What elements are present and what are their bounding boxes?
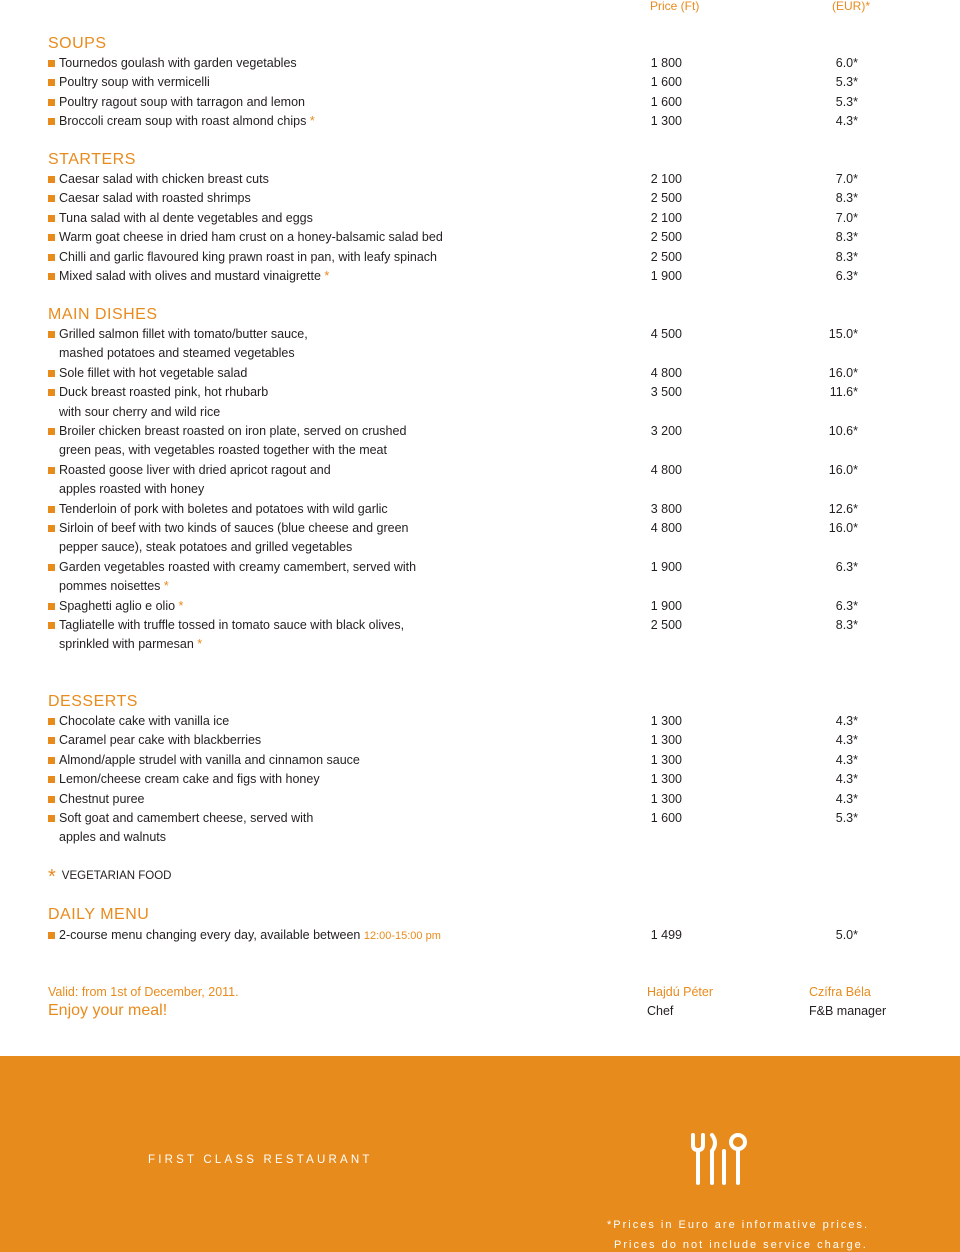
bullet-icon [48, 564, 55, 571]
menu-item-name: Broccoli cream soup with roast almond chips * [59, 114, 315, 129]
enjoy-meal: Enjoy your meal! [48, 1002, 168, 1019]
menu-item-price-ft: 2 500 [650, 191, 682, 206]
vegetarian-mark: * [163, 579, 169, 594]
vegetarian-mark: * [178, 598, 184, 613]
menu-item-price-eur: 12.6* [828, 501, 858, 516]
chef-role: Chef [647, 1004, 674, 1018]
menu-item-name: Spaghetti aglio e olio * [59, 598, 184, 613]
menu-item-continuation: pepper sauce), steak potatoes and grilled vegetables [59, 540, 353, 555]
menu-item-price-ft: 3 500 [650, 385, 682, 400]
bullet-icon [48, 718, 55, 725]
vegetarian-mark: * [197, 637, 203, 652]
menu-item-price-ft: 4 800 [650, 462, 682, 477]
menu-item-price-eur: 8.3* [835, 618, 858, 632]
menu-item-price-ft: 1 600 [650, 811, 682, 825]
menu-item-name: Mixed salad with olives and mustard vinaigrette * [59, 269, 330, 283]
menu-item-name: Sole fillet with hot vegetable salad [59, 365, 248, 380]
section-title: STARTERS [48, 151, 136, 168]
bullet-icon [48, 757, 55, 764]
menu-item-price-eur: 6.3* [835, 269, 858, 283]
menu-item-price-eur: 8.3* [835, 191, 858, 206]
menu-item-price-eur: 4.3* [835, 733, 858, 748]
menu-item-continuation: sprinkled with parmesan * [59, 637, 203, 652]
menu-item-price-eur: 11.6* [829, 385, 858, 400]
bullet-icon [48, 389, 55, 396]
menu-item-price-ft: 2 100 [650, 210, 682, 225]
price-eur-header: (EUR)* [832, 0, 870, 13]
section-title: SOUPS [48, 35, 107, 52]
menu-item-price-eur: 5.3* [835, 94, 858, 109]
menu-item-price-eur: 16.0* [828, 462, 858, 477]
menu-item-price-eur: 15.0* [828, 327, 858, 341]
menu-item-name: Broiler chicken breast roasted on iron plate, served on crushed [59, 424, 407, 438]
menu-item-name: Tagliatelle with truffle tossed in tomato sauce with black olives, [59, 618, 405, 632]
menu-item-continuation: mashed potatoes and steamed vegetables [59, 346, 295, 361]
menu-item-name: Tournedos goulash with garden vegetables [59, 56, 297, 70]
menu-item-price-ft: 1 300 [650, 752, 682, 767]
bullet-icon [48, 234, 55, 241]
bullet-icon [48, 215, 55, 222]
bullet-icon [48, 60, 55, 67]
menu-item-price-ft: 1 300 [650, 733, 682, 748]
menu-item-price-eur: 5.3* [835, 75, 858, 90]
menu-item-name: Caesar salad with chicken breast cuts [59, 172, 269, 186]
menu-item-price-ft: 4 800 [650, 521, 682, 535]
manager-name: Czífra Béla [809, 985, 871, 999]
menu-item-name: Duck breast roasted pink, hot rhubarb [59, 385, 269, 400]
bullet-icon [48, 99, 55, 106]
menu-item-continuation: pommes noisettes * [59, 579, 169, 594]
menu-item-price-eur: 5.3* [835, 811, 858, 825]
menu-item-price-ft: 1 900 [650, 559, 682, 574]
valid-from: Valid: from 1st of December, 2011. [48, 985, 239, 999]
menu-item-name: Tenderloin of pork with boletes and potatoes with wild garlic [59, 501, 388, 516]
menu-item-name: Tuna salad with al dente vegetables and eggs [59, 210, 313, 225]
bullet-icon [48, 525, 55, 532]
bullet-icon [48, 506, 55, 513]
menu-item-price-eur: 4.3* [835, 752, 858, 767]
price-ft-header: Price (Ft) [650, 0, 700, 13]
menu-item-price-eur: 8.3* [835, 249, 858, 264]
menu-item-price-ft: 1 300 [650, 791, 682, 806]
bullet-icon [48, 428, 55, 435]
menu-item-price-ft: 2 500 [650, 230, 682, 245]
menu-item-continuation: with sour cherry and wild rice [59, 404, 221, 419]
manager-role: F&B manager [809, 1004, 887, 1018]
menu-item-price-ft: 2 500 [650, 618, 682, 632]
menu-item-name: Poultry ragout soup with tarragon and lemon [59, 94, 305, 109]
bullet-icon [48, 273, 55, 280]
menu-item-price-eur: 7.0* [835, 210, 858, 225]
daily-menu-title: DAILY MENU [48, 906, 150, 923]
service-note: Prices do not include service charge. [614, 1239, 868, 1251]
vegetarian-mark: * [309, 114, 315, 129]
menu-item-continuation: apples and walnuts [59, 830, 167, 845]
menu-item-price-eur: 16.0* [828, 365, 858, 380]
daily-menu-time: 12:00-15:00 pm [363, 930, 441, 942]
bullet-icon [48, 331, 55, 338]
bullet-icon [48, 603, 55, 610]
section-title: MAIN DISHES [48, 306, 158, 323]
menu-item-price-ft: 1 300 [650, 114, 682, 129]
menu-item-name: Garden vegetables roasted with creamy camembert, served with [59, 559, 417, 574]
bullet-icon [48, 254, 55, 261]
bullet-icon [48, 622, 55, 629]
menu-item-price-ft: 1 900 [650, 598, 682, 613]
euro-note: *Prices in Euro are informative prices. [607, 1219, 870, 1231]
menu-item-price-ft: 3 800 [650, 501, 682, 516]
menu-item-name: Poultry soup with vermicelli [59, 75, 210, 90]
menu-item-price-eur: 4.3* [835, 772, 858, 787]
menu-item-name: Chocolate cake with vanilla ice [59, 714, 230, 728]
menu-item-continuation: apples roasted with honey [59, 482, 205, 497]
menu-item-price-ft: 4 800 [650, 365, 682, 380]
bullet-icon [48, 932, 55, 939]
daily-price-eur: 5.0* [835, 928, 858, 942]
restaurant-tagline: FIRST CLASS RESTAURANT [148, 1154, 373, 1166]
vegetarian-star: * [48, 866, 56, 888]
vegetarian-note [48, 866, 172, 887]
menu-item-price-ft: 4 500 [650, 327, 682, 341]
menu-item-price-eur: 4.3* [835, 714, 858, 728]
menu-item-price-eur: 6.3* [835, 598, 858, 613]
footer-band [0, 1056, 960, 1252]
bullet-icon [48, 176, 55, 183]
bullet-icon [48, 737, 55, 744]
menu-item-name: Soft goat and camembert cheese, served with [59, 811, 314, 825]
menu-item-name: Caramel pear cake with blackberries [59, 733, 262, 748]
menu-item-price-eur: 6.0* [835, 56, 858, 70]
daily-price-ft: 1 499 [650, 928, 682, 942]
section-title: DESSERTS [48, 693, 138, 710]
vegetarian-mark: * [324, 269, 330, 283]
menu-item-name: Sirloin of beef with two kinds of sauces (blue cheese and green [59, 521, 409, 535]
menu-item-price-ft: 1 600 [650, 94, 682, 109]
menu-item-name: Warm goat cheese in dried ham crust on a honey-balsamic salad bed [59, 230, 443, 245]
bullet-icon [48, 370, 55, 377]
vegetarian-label: VEGETARIAN FOOD [61, 870, 172, 882]
chef-name: Hajdú Péter [647, 985, 714, 999]
menu-item-price-eur: 10.6* [828, 424, 858, 438]
menu-item-price-ft: 2 500 [650, 249, 682, 264]
menu-item-price-ft: 1 300 [650, 714, 682, 728]
menu-item-name: Chilli and garlic flavoured king prawn roast in pan, with leafy spinach [59, 249, 437, 264]
bullet-icon [48, 796, 55, 803]
menu-item-price-ft: 1 300 [650, 772, 682, 787]
bullet-icon [48, 118, 55, 125]
menu-item-name: Chestnut puree [59, 791, 145, 806]
menu-item-name: Lemon/cheese cream cake and figs with honey [59, 772, 320, 787]
menu-item-price-eur: 4.3* [835, 791, 858, 806]
menu-item-price-ft: 1 800 [650, 56, 682, 70]
menu-item-name: Caesar salad with roasted shrimps [59, 191, 251, 206]
bullet-icon [48, 815, 55, 822]
bullet-icon [48, 79, 55, 86]
menu-item-price-eur: 7.0* [835, 172, 858, 186]
menu-item-price-eur: 8.3* [835, 230, 858, 245]
cutlery-logo-icon [690, 1131, 750, 1187]
bullet-icon [48, 195, 55, 202]
menu-item-price-ft: 3 200 [650, 424, 682, 438]
menu-item-name: Almond/apple strudel with vanilla and cinnamon sauce [59, 752, 360, 767]
menu-item-price-ft: 2 100 [650, 172, 682, 186]
menu-item-price-ft: 1 600 [650, 75, 682, 90]
menu-item-price-eur: 16.0* [828, 521, 858, 535]
menu-item-continuation: green peas, with vegetables roasted together with the meat [59, 443, 387, 458]
menu-item-price-eur: 6.3* [835, 559, 858, 574]
menu-item-price-ft: 1 900 [650, 269, 682, 283]
menu-item-price-eur: 4.3* [835, 114, 858, 129]
daily-menu-text: 2-course menu changing every day, available between 12:00-15:00 pm [59, 928, 441, 942]
bullet-icon [48, 467, 55, 474]
bullet-icon [48, 776, 55, 783]
menu-item-name: Roasted goose liver with dried apricot ragout and [59, 462, 331, 477]
menu-item-name: Grilled salmon fillet with tomato/butter sauce, [59, 327, 308, 341]
